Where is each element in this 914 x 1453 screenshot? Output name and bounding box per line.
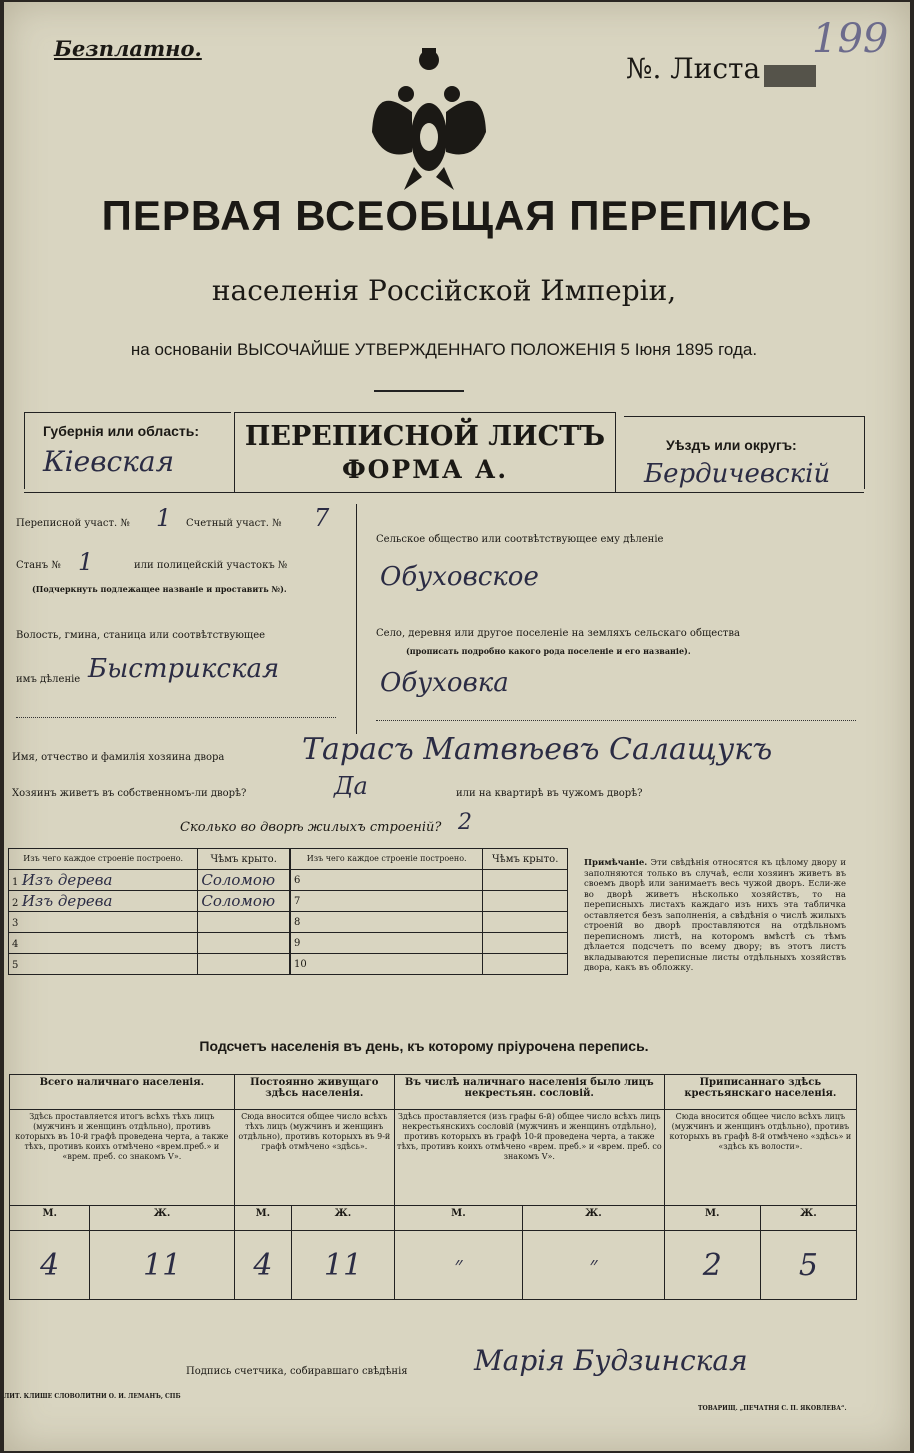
form-name: ФОРМА А.	[341, 455, 509, 484]
total-female-value: 11	[90, 1231, 234, 1300]
building-row-8: 8	[291, 912, 483, 933]
row-roof	[198, 912, 290, 933]
gubernia-value: Кіевская	[43, 445, 175, 478]
signature-label: Подпись счетчика, собиравшаго свѣдѣнія	[186, 1366, 408, 1377]
stan-label: Станъ №	[16, 560, 61, 571]
row-roof	[198, 933, 290, 954]
uezd-label: Уѣздъ или округъ:	[666, 437, 797, 453]
row-roof	[483, 912, 568, 933]
owner-lives-label: Хозяинъ живетъ въ собственномъ-ли дворѣ?	[12, 788, 247, 799]
buildings-count-label: Сколько во дворѣ жилыхъ строеній?	[180, 820, 442, 835]
col-total-title: Всего наличнаго населенія.	[10, 1075, 235, 1110]
peasant-female-value: 5	[760, 1231, 856, 1300]
police-label: или полицейскій участокъ №	[134, 560, 288, 571]
row-roof	[198, 954, 290, 975]
col-peasant-title: Приписаннаго здѣсь крестьянскаго населенія.	[664, 1075, 856, 1110]
signature-value: Марія Будзинская	[474, 1344, 748, 1377]
row-number: 5	[12, 959, 19, 971]
building-row-10: 10	[291, 954, 483, 975]
volost-extra-line	[16, 717, 336, 718]
stan-value: 1	[78, 548, 94, 576]
buildings-table-right	[290, 848, 568, 975]
building-row-6: 6	[291, 870, 483, 891]
male-header: М.	[234, 1206, 291, 1231]
population-table	[9, 1074, 857, 1300]
col-nonpeasant-desc: Здѣсь проставляется (изъ графы 6-й) общее число всѣхъ лицъ некрестьянскихъ сословій (мужчинъ и женщинъ отдѣльно), противъ которыхъ въ графѣ 10-й проведена черта, а также тѣхъ, противъ коихъ отмѣчено «врем. преб.» и «врем. преб. со знакомъ V».	[394, 1110, 664, 1206]
perepisnoi-label: Переписной участ. №	[16, 518, 130, 529]
col-roof-header: Чѣмъ крыто.	[483, 849, 568, 870]
male-header: М.	[10, 1206, 90, 1231]
form-title-box	[234, 412, 616, 493]
female-header: Ж.	[90, 1206, 234, 1231]
free-label: Безплатно.	[54, 36, 202, 61]
document-basis: на основаніи ВЫСОЧАЙШЕ УТВЕРЖДЕННАГО ПОЛОЖЕНІЯ 5 Іюня 1895 года.	[130, 340, 758, 359]
row-roof	[483, 891, 568, 912]
col-roof-header: Чѣмъ крыто.	[198, 849, 290, 870]
female-header: Ж.	[523, 1206, 665, 1231]
row-roof: Соломою	[198, 870, 290, 891]
ornament-divider	[374, 390, 464, 392]
building-row-4	[9, 933, 198, 954]
village-value: Обуховка	[380, 668, 509, 698]
document-title: ПЕРВАЯ ВСЕОБЩАЯ ПЕРЕПИСЬ	[101, 192, 813, 239]
col-peasant-desc: Сюда вносится общее число всѣхъ лицъ (мужчинъ и женщинъ отдѣльно), противъ которыхъ въ графѣ 8-й отмѣчено «здѣсь» и «здѣсь къ волости».	[664, 1110, 856, 1206]
gubernia-box	[24, 412, 231, 489]
printer-right: ТОВАРИЩ. „ПЕЧАТНЯ С. П. ЯКОВЛЕВА“.	[698, 1405, 847, 1412]
field-divider	[356, 504, 357, 734]
nonpeasant-male-value: ״	[394, 1231, 522, 1300]
uezd-box	[624, 416, 865, 489]
peasant-male-value: 2	[664, 1231, 760, 1300]
row-number: 3	[12, 917, 19, 929]
total-male-value: 4	[10, 1231, 90, 1300]
village-label: Село, деревня или другое поселеніе на земляхъ сельскаго общества	[376, 628, 740, 639]
divider-top	[24, 492, 864, 493]
permanent-female-value: 11	[292, 1231, 395, 1300]
building-row-1	[9, 870, 198, 891]
male-header: М.	[394, 1206, 522, 1231]
volost-label: Волость, гмина, станица или соотвѣтствующее	[16, 630, 266, 641]
double-headed-eagle-emblem	[364, 42, 494, 192]
volost-value: Быстрикская	[88, 654, 280, 684]
society-label: Сельское общество или соотвѣтствующее ему дѣленіе	[376, 534, 664, 545]
building-row-7: 7	[291, 891, 483, 912]
row-roof: Соломою	[198, 891, 290, 912]
note-text: Эти свѣдѣнія относятся къ цѣлому двору и заполняются только въ случаѣ, если хозяинъ живетъ въ своемъ дворѣ или занимаетъ весь чужой дворъ. Если-же во дворѣ живетъ нѣсколько хозяйствъ, то на переписныхъ листахъ каждаго изъ нихъ эта табличка оставляется безъ заполненія, а свѣдѣнія о числѣ жилыхъ строеній во дворѣ проставляются на отдѣльномъ переписномъ листѣ, на которомъ вмѣстѣ съ тѣмъ дѣлается подсчетъ по всему двору; въ этотъ листъ вкладываются переписные листы отдѣльныхъ хозяйствъ двора, какъ въ обложку.	[584, 858, 846, 973]
schetny-label: Счетный участ. №	[186, 518, 282, 529]
col-material-header: Изъ чего каждое строеніе построено.	[9, 849, 198, 870]
female-header: Ж.	[760, 1206, 856, 1231]
col-permanent-desc: Сюда вносится общее число всѣхъ тѣхъ лицъ (мужчинъ и женщинъ отдѣльно), противъ которыхъ въ 9-й графѣ отмѣчено «здѣсь».	[234, 1110, 394, 1206]
form-title: ПЕРЕПИСНОЙ ЛИСТЪ	[244, 421, 606, 452]
census-sheet	[4, 2, 910, 1451]
nonpeasant-female-value: ״	[523, 1231, 665, 1300]
row-roof	[483, 870, 568, 891]
row-number: 4	[12, 938, 19, 950]
building-row-3	[9, 912, 198, 933]
sheet-number-label: №. Листа	[626, 52, 761, 85]
row-number: 1	[12, 877, 19, 888]
village-note: (прописать подробно какого рода поселеніе и его названіе).	[406, 646, 691, 656]
volost-label-2: имъ дѣленіе	[16, 674, 81, 685]
owner-name-value: Тарасъ Матвѣевъ Салащукъ	[302, 732, 773, 767]
row-roof	[483, 954, 568, 975]
col-material-header: Изъ чего каждое строеніе построено.	[291, 849, 483, 870]
building-row-5	[9, 954, 198, 975]
perepisnoi-value: 1	[156, 504, 172, 532]
village-extra-line	[376, 720, 856, 721]
building-row-9: 9	[291, 933, 483, 954]
printer-left: ЛИТ. КЛИШЕ СЛОВОЛИТНИ О. И. ЛЕМАНЪ, СПБ	[4, 1393, 181, 1400]
underline-note: (Подчеркнуть подлежащее названіе и проставить №).	[32, 584, 287, 594]
apartment-label: или на квартирѣ въ чужомъ дворѣ?	[456, 788, 643, 799]
uezd-value: Бердичевскій	[644, 459, 831, 489]
buildings-table-left	[8, 848, 290, 975]
sheet-number-value: 199	[812, 16, 889, 62]
note-title: Примѣчаніе.	[584, 858, 648, 868]
female-header: Ж.	[292, 1206, 395, 1231]
gubernia-label: Губернія или область:	[43, 423, 200, 439]
row-material: Изъ дерева	[21, 871, 113, 889]
buildings-note	[584, 858, 846, 974]
row-number: 2	[12, 898, 19, 909]
col-total-desc: Здѣсь проставляется итогъ всѣхъ тѣхъ лицъ (мужчинъ и женщинъ отдѣльно), противъ которыхъ въ 10-й графѣ проведена черта, а также тѣхъ, противъ коихъ отмѣчено «врем.преб.» и «врем. преб. со знакомъ V».	[10, 1110, 235, 1206]
col-permanent-title: Постоянно живущаго здѣсь населенія.	[234, 1075, 394, 1110]
society-value: Обуховское	[380, 562, 539, 592]
population-heading: Подсчетъ населенія въ день, къ которому пріурочена перепись.	[199, 1038, 649, 1054]
row-roof	[483, 933, 568, 954]
sheet-number-stamp	[764, 65, 816, 87]
schetny-value: 7	[314, 504, 330, 532]
owner-name-label: Имя, отчество и фамилія хозяина двора	[12, 752, 225, 763]
buildings-count-value: 2	[458, 810, 472, 835]
document-subtitle: населенія Россійской Имперіи,	[211, 274, 677, 307]
building-row-2	[9, 891, 198, 912]
male-header: М.	[664, 1206, 760, 1231]
col-nonpeasant-title: Въ числѣ наличнаго населенія было лицъ некрестьян. сословій.	[394, 1075, 664, 1110]
permanent-male-value: 4	[234, 1231, 291, 1300]
owner-lives-value: Да	[334, 772, 368, 800]
row-material: Изъ дерева	[21, 892, 113, 910]
